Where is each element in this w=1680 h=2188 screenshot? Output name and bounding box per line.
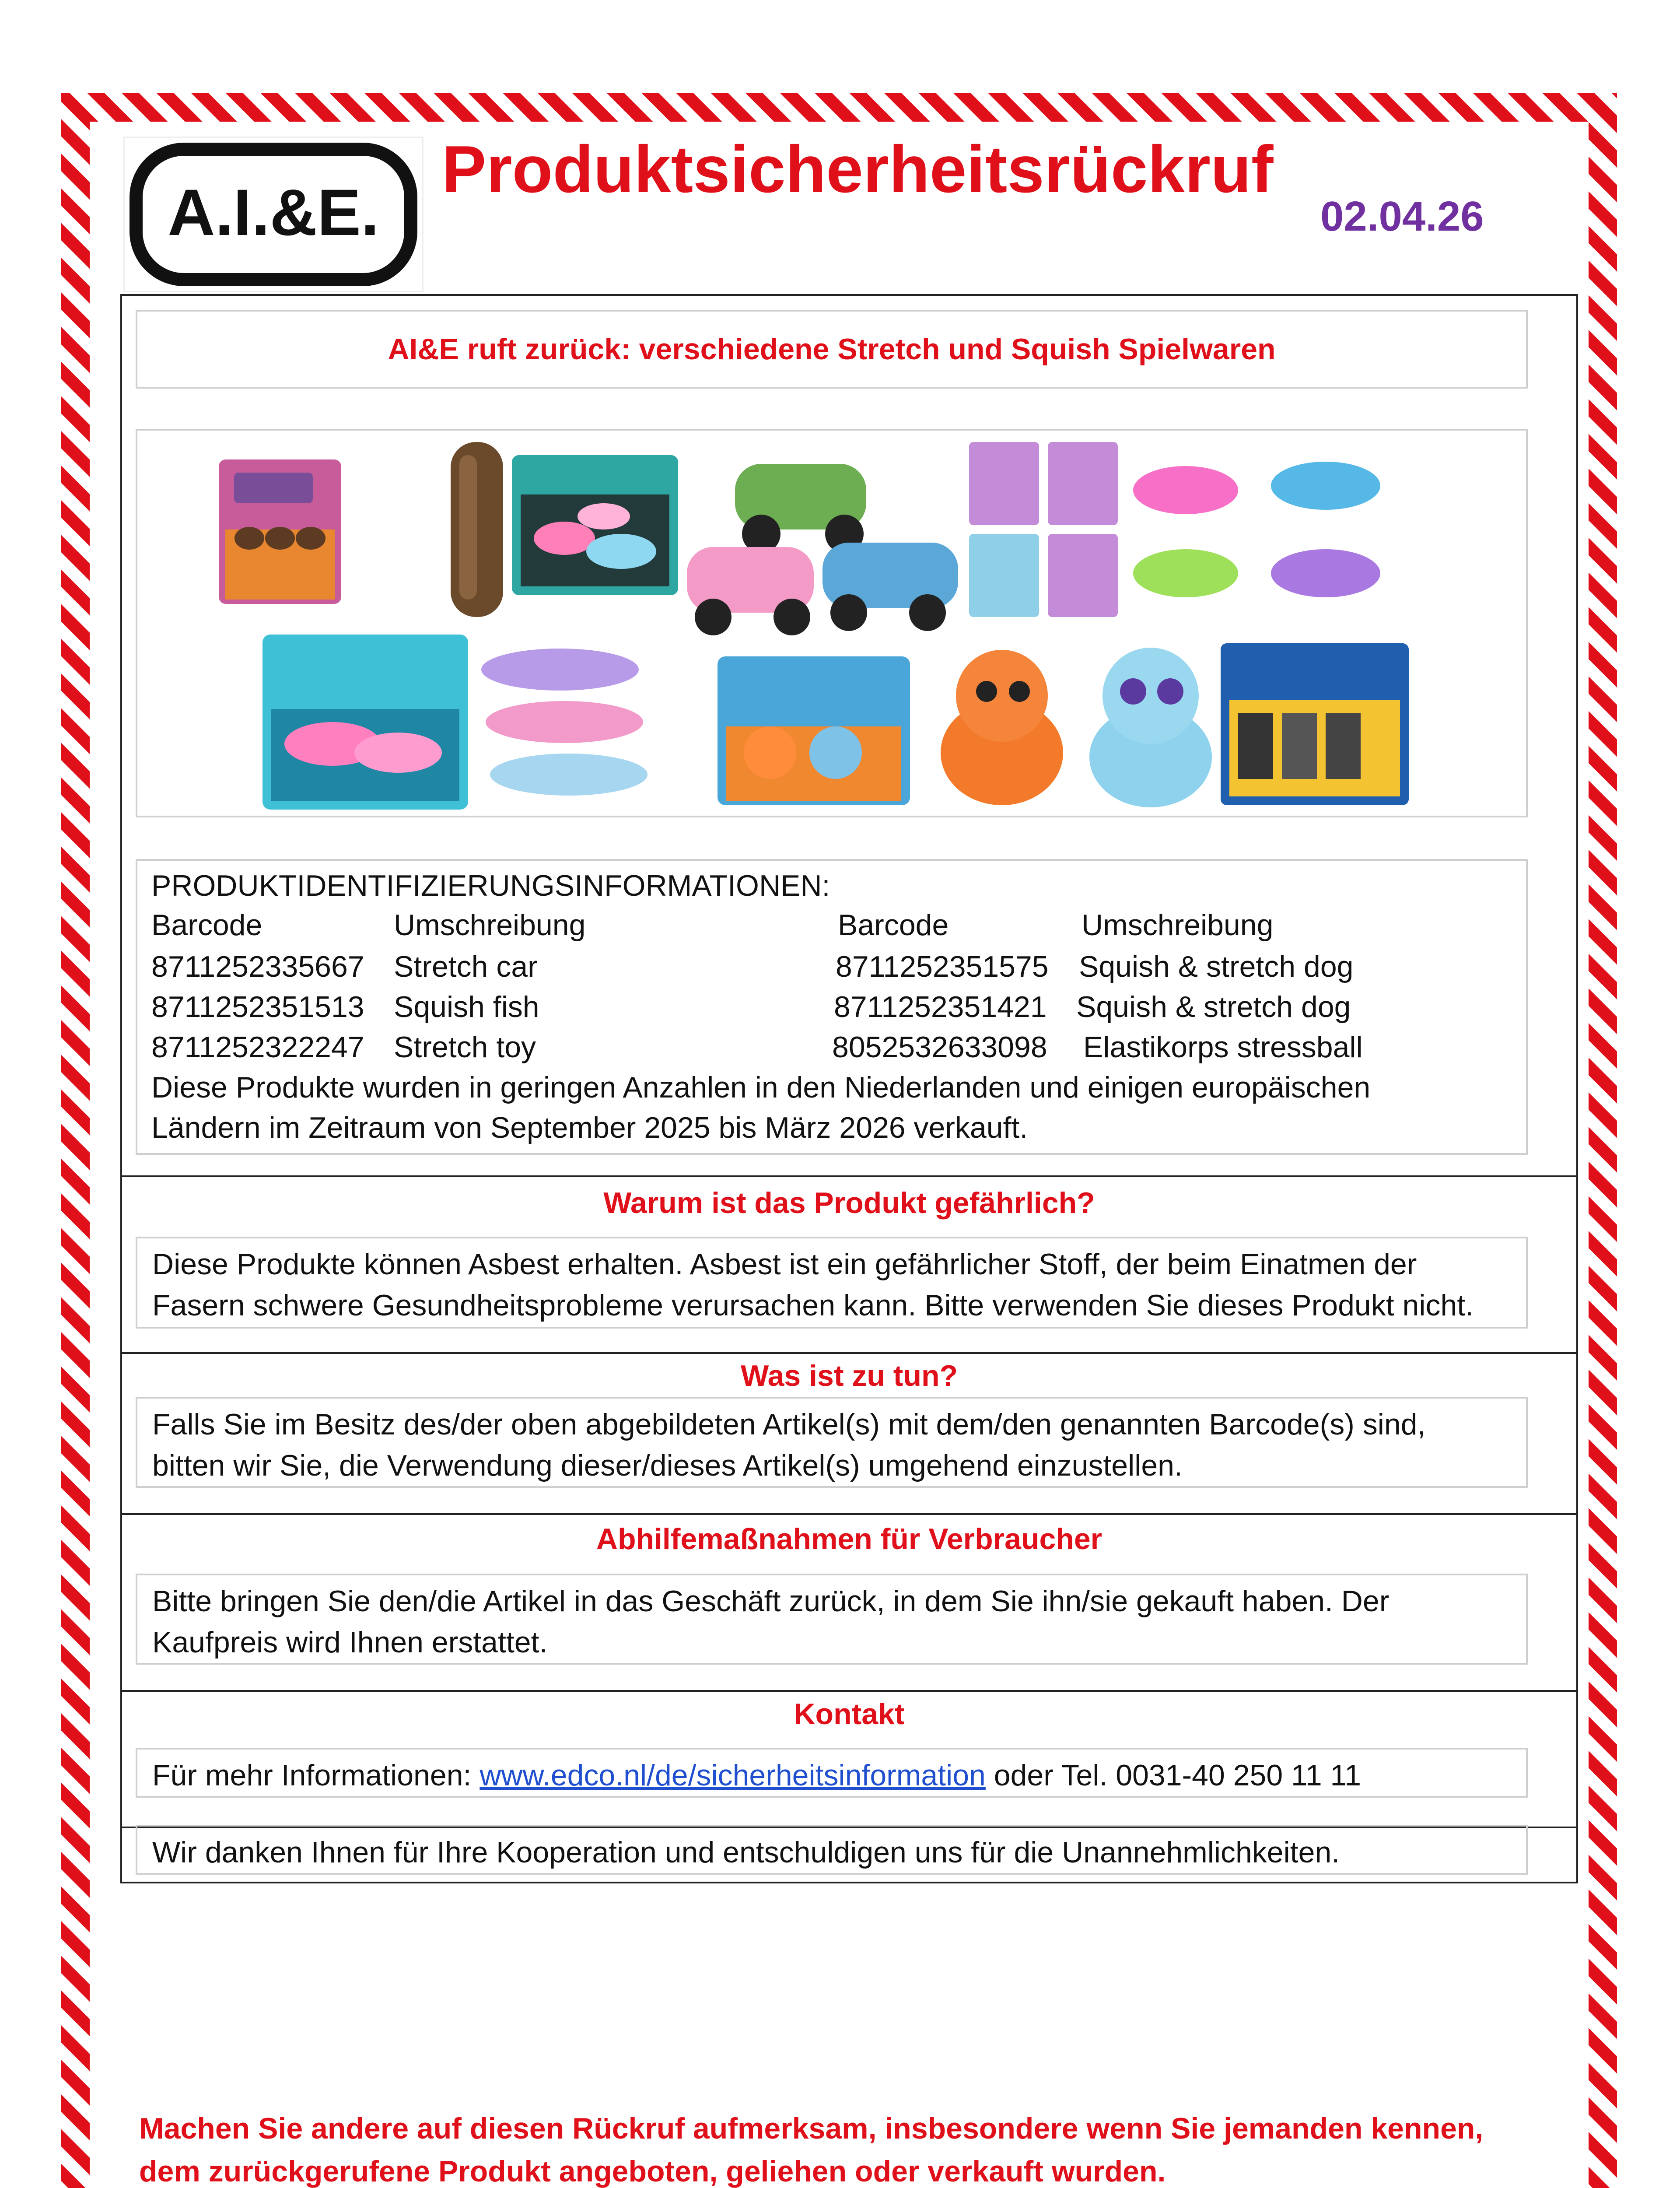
sales-note: Ländern im Zeitraum von September 2025 bis März 2026 verkauft. xyxy=(151,1111,1028,1144)
column-header-barcode: Barcode xyxy=(838,908,949,942)
action-line: bitten wir Sie, die Verwendung dieser/dieses Artikel(s) umgehend einzustellen. xyxy=(152,1449,1183,1482)
danger-line: Diese Produkte können Asbest erhalten. Asbest ist ein gefährlicher Stoff, der beim Einatmen der xyxy=(152,1248,1417,1281)
page-title: Produktsicherheitsrückruf xyxy=(442,132,1274,207)
product-description: Elastikorps stressball xyxy=(1083,1031,1363,1064)
column-header-description: Umschreibung xyxy=(394,908,586,942)
product-description: Squish & stretch dog xyxy=(1079,950,1354,983)
section-title-action: Was ist zu tun? xyxy=(740,1359,958,1392)
pug-squish-blue xyxy=(1089,648,1212,807)
identification-heading: PRODUKTIDENTIFIZIERUNGSINFORMATIONEN: xyxy=(151,869,830,902)
elastikorps-box xyxy=(1221,643,1409,805)
product-description: Squish fish xyxy=(394,990,539,1024)
action-line: Falls Sie im Besitz des/der oben abgebildeten Artikel(s) mit dem/den genannten Barcode(s) sind, xyxy=(152,1408,1426,1441)
remedy-text xyxy=(136,1574,1528,1665)
contact-prefix: Für mehr Informationen: xyxy=(152,1759,480,1792)
danger-text xyxy=(136,1237,1528,1329)
section-divider xyxy=(120,1513,1578,1515)
pug-squish-box xyxy=(718,656,910,805)
section-title-danger: Warum ist das Produkt gefährlich? xyxy=(603,1186,1095,1220)
product-barcode: 8711252322247 xyxy=(151,1031,364,1064)
section-divider xyxy=(120,1352,1578,1354)
product-barcode: 8711252351421 xyxy=(834,990,1047,1024)
product-barcode: 8052532633098 xyxy=(832,1031,1047,1064)
remedy-line: Bitte bringen Sie den/die Artikel in das Geschäft zurück, in dem Sie ihn/sie gekauft haben. Der xyxy=(152,1585,1390,1618)
section-divider xyxy=(120,1690,1578,1692)
product-barcode: 8711252351575 xyxy=(836,950,1049,983)
column-header-barcode: Barcode xyxy=(151,908,262,942)
axolotl-squish xyxy=(481,649,648,796)
product-description: Stretch toy xyxy=(394,1031,536,1064)
pug-squish-orange xyxy=(941,650,1063,805)
action-text xyxy=(136,1397,1528,1488)
stretch-car-unicorn xyxy=(687,547,814,635)
axolotl-box xyxy=(262,635,468,810)
company-logo xyxy=(123,137,424,292)
footer-line: Machen Sie andere auf diesen Rückruf aufmerksam, insbesondere wenn Sie jemanden kennen, xyxy=(139,2112,1484,2145)
stretch-balloon-dogs xyxy=(1133,462,1380,597)
poop-squish-box xyxy=(219,459,341,604)
danger-line: Fasern schwere Gesundheitsprobleme verursachen kann. Bitte verwenden Sie dieses Produkt nicht. xyxy=(152,1289,1474,1322)
thanks-text: Wir danken Ihnen für Ihre Kooperation und entschuldigen uns für die Unannehmlichkeiten. xyxy=(136,1825,1528,1875)
stretch-car-shark xyxy=(822,543,958,631)
product-barcode: 8711252335667 xyxy=(151,950,364,983)
section-divider xyxy=(120,1175,1578,1177)
footer-line: dem zurückgerufene Produkt angeboten, geliehen oder verkauft wurden. xyxy=(139,2155,1166,2188)
stretch-car-dinosaur xyxy=(735,464,866,553)
safety-info-link[interactable]: www.edco.nl/de/sicherheitsinformation xyxy=(480,1759,986,1792)
recall-subtitle: AI&E ruft zurück: verschiedene Stretch und Squish Spielwaren xyxy=(388,333,1276,366)
section-title-contact: Kontakt xyxy=(794,1697,905,1731)
poop-squish xyxy=(451,442,503,617)
product-description: Stretch car xyxy=(394,950,538,983)
contact-phone: oder Tel. 0031-40 250 11 11 xyxy=(985,1759,1362,1792)
share-recall-notice xyxy=(139,2107,1539,2188)
product-barcode: 8711252351513 xyxy=(151,990,364,1024)
section-title-remedy: Abhilfemaßnahmen für Verbraucher xyxy=(596,1522,1102,1556)
stretch-dog-boxes xyxy=(969,442,1118,617)
product-photo xyxy=(136,429,1528,817)
contact-text xyxy=(136,1748,1528,1798)
axolotl-squish-box xyxy=(512,455,678,595)
product-description: Squish & stretch dog xyxy=(1076,990,1351,1024)
sales-note: Diese Produkte wurden in geringen Anzahlen in den Niederlanden und einigen europäischen xyxy=(151,1071,1371,1104)
logo-text: A.I.&E. xyxy=(168,175,379,249)
column-header-description: Umschreibung xyxy=(1082,908,1274,942)
recall-date: 02.04.26 xyxy=(1320,193,1484,240)
remedy-line: Kaufpreis wird Ihnen erstattet. xyxy=(152,1626,548,1659)
